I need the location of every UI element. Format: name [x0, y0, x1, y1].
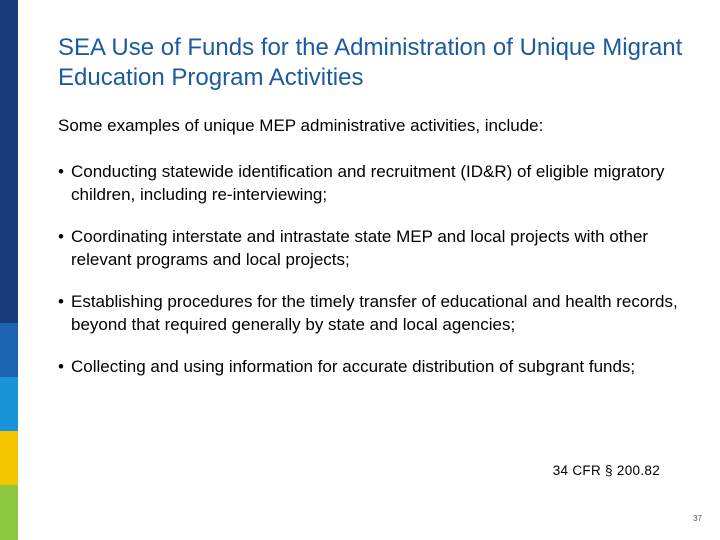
side-bar-yellow-segment — [0, 431, 18, 485]
slide-title: SEA Use of Funds for the Administration of Unique Migrant Education Program Activities — [58, 34, 683, 91]
bullet-item-coordinating: • Coordinating interstate and intrastate state MEP and local projects with other relevant programs and local projects; — [58, 225, 698, 271]
bullet-item-id-and-r: • Conducting statewide identification and recruitment (ID&R) of eligible migratory children, including re-interviewing; — [58, 160, 698, 206]
decorative-side-bar — [0, 0, 18, 540]
side-bar-blue-segment — [0, 323, 18, 377]
page-number: 37 — [693, 514, 702, 523]
bullet-item-records-transfer: • Establishing procedures for the timely transfer of educational and health records, beyond that required generally by state and local agencies; — [58, 290, 698, 336]
intro-text: Some examples of unique MEP administrative activities, include: — [58, 116, 544, 135]
side-bar-green-segment — [0, 485, 18, 540]
side-bar-navy-segment — [0, 0, 18, 323]
bullet-list — [58, 160, 698, 397]
bullet-item-subgrant-funds: • Collecting and using information for accurate distribution of subgrant funds; — [58, 355, 698, 378]
side-bar-light-blue-segment — [0, 377, 18, 431]
regulation-citation: 34 CFR § 200.82 — [552, 463, 660, 478]
